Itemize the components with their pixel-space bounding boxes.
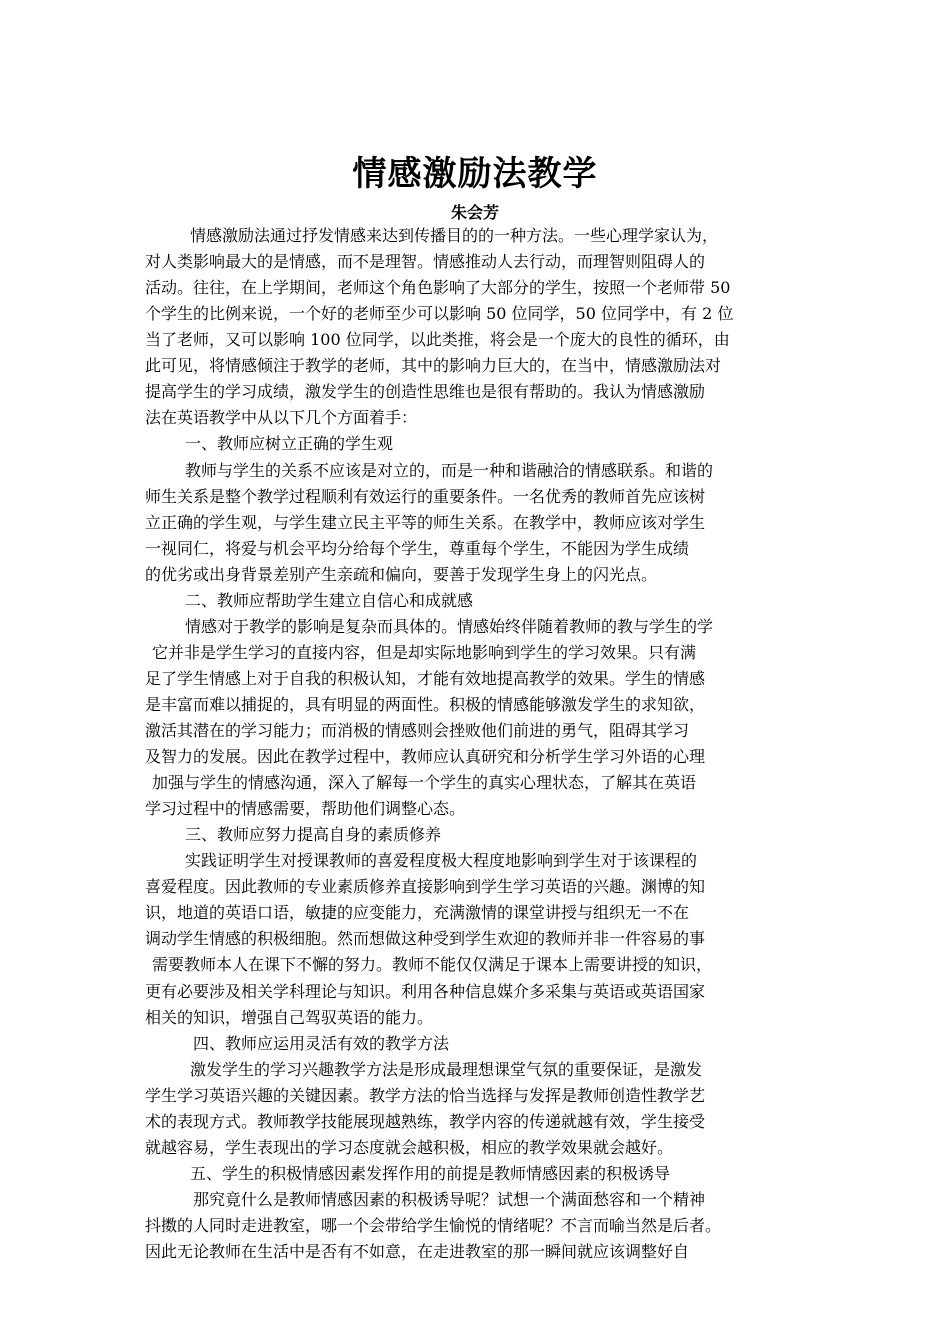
text-line: 师生关系是整个教学过程顺利有效运行的重要条件。一名优秀的教师首先应该树 <box>145 486 706 506</box>
text-line: 活动。往往，在上学期间，老师这个角色影响了大部分的学生，按照一个老师带 50 <box>145 278 731 298</box>
text-line: 及智力的发展。因此在教学过程中，教师应认真研究和分析学生学习外语的心理 <box>145 747 706 766</box>
text-line: 教师与学生的关系不应该是对立的，而是一种和谐融洽的情感联系。和谐的 <box>185 460 714 480</box>
text-line: 提高学生的学习成绩，激发学生的创造性思维也是很有帮助的。我认为情感激励 <box>145 382 706 402</box>
text-line: 二、教师应帮助学生建立自信心和成就感 <box>185 590 474 610</box>
text-line: 个学生的比例来说，一个好的老师至少可以影响 50 位同学，50 位同学中，有 2 位 <box>145 304 734 324</box>
text-line: 喜爱程度。因此教师的专业素质修养直接影响到学生学习英语的兴趣。渊博的知 <box>145 877 706 897</box>
text-line: 实践证明学生对授课教师的喜爱程度极大程度地影响到学生对于该课程的 <box>185 851 698 871</box>
text-line: 它并非是学生学习的直接内容，但是却实际地影响到学生的学习效果。只有满 <box>152 642 697 662</box>
text-line: 术的表现方式。教师教学技能展现越熟练，教学内容的传递就越有效，学生接受 <box>145 1111 706 1131</box>
text-line: 对人类影响最大的是情感，而不是理智。情感推动人去行动，而理智则阻碍人的 <box>145 252 706 272</box>
text-line: 五、学生的积极情感因素发挥作用的前提是教师情感因素的积极诱导 <box>190 1163 671 1183</box>
text-line: 需要教师本人在课下不懈的努力。教师不能仅仅满足于课本上需要讲授的知识， <box>152 955 713 975</box>
text-line: 因此无论教师在生活中是否有不如意，在走进教室的那一瞬间就应该调整好自 <box>145 1242 690 1261</box>
text-line: 相关的知识，增强自己驾驭英语的能力。 <box>145 1007 434 1027</box>
text-line: 情感激励法通过抒发情感来达到传播目的的一种方法。一些心理学家认为， <box>190 226 719 245</box>
text-line: 就越容易，学生表现出的学习态度就会越积极，相应的教学效果就会越好。 <box>145 1137 674 1157</box>
text-line: 情感对于教学的影响是复杂而具体的。情感始终伴随着教师的教与学生的学 <box>185 616 714 636</box>
text-line: 抖擞的人同时走进教室，哪一个会带给学生愉悦的情绪呢？不言而喻当然是后者。 <box>145 1215 722 1235</box>
text-line: 那究竟什么是教师情感因素的积极诱导呢？试想一个满面愁容和一个精神 <box>193 1189 706 1209</box>
author-name: 朱会芳 <box>450 203 499 222</box>
text-line: 一、教师应树立正确的学生观 <box>185 434 394 454</box>
text-line: 调动学生情感的积极细胞。然而想做这种受到学生欢迎的教师并非一件容易的事 <box>145 929 706 949</box>
text-line: 法在英语教学中从以下几个方面着手： <box>145 408 418 428</box>
text-line: 四、教师应运用灵活有效的教学方法 <box>193 1033 450 1053</box>
text-line: 是丰富而难以捕捉的，具有明显的两面性。积极的情感能够激发学生的求知欲， <box>145 694 706 714</box>
text-line: 学习过程中的情感需要，帮助他们调整心态。 <box>145 799 466 819</box>
text-line: 激发学生的学习兴趣教学方法是形成最理想课堂气氛的重要保证，是激发 <box>190 1059 703 1079</box>
text-line: 加强与学生的情感沟通，深入了解每一个学生的真实心理状态，了解其在英语 <box>152 773 697 793</box>
text-line: 足了学生情感上对于自我的积极认知，才能有效地提高教学的效果。学生的情感 <box>145 668 706 688</box>
text-line: 的优劣或出身背景差别产生亲疏和偏向，要善于发现学生身上的闪光点。 <box>145 564 658 584</box>
text-line: 激活其潜在的学习能力；而消极的情感则会挫败他们前进的勇气，阻碍其学习 <box>145 721 690 740</box>
text-line: 此可见，将情感倾注于教学的老师，其中的影响力巨大的，在当中，情感激励法对 <box>145 356 722 376</box>
text-line: 立正确的学生观，与学生建立民主平等的师生关系。在教学中，教师应该对学生 <box>145 512 706 532</box>
text-line: 一视同仁，将爱与机会平均分给每个学生，尊重每个学生，不能因为学生成绩 <box>145 538 690 558</box>
document-title: 情感激励法教学 <box>352 154 598 194</box>
text-line: 识，地道的英语口语，敏捷的应变能力，充满激情的课堂讲授与组织无一不在 <box>145 903 690 923</box>
text-line: 更有必要涉及相关学科理论与知识。利用各种信息媒介多采集与英语或英语国家 <box>145 981 706 1001</box>
text-line: 三、教师应努力提高自身的素质修养 <box>185 825 442 845</box>
text-line: 学生学习英语兴趣的关键因素。教学方法的恰当选择与发挥是教师创造性教学艺 <box>145 1085 706 1105</box>
text-line: 当了老师，又可以影响 100 位同学，以此类推，将会是一个庞大的良性的循环，由 <box>145 330 730 350</box>
